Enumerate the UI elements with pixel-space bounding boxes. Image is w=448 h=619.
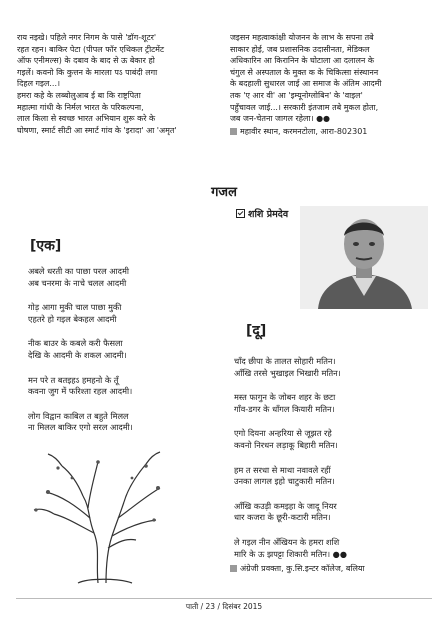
- text-line: कवना जुग में फरिश्ता रहल आदमी।: [28, 386, 133, 397]
- author-byline: [236, 207, 288, 220]
- text-line: अधिकारिन आ किरानिन के घोटाला आ दलालन के: [230, 56, 375, 66]
- couplet: [234, 501, 347, 524]
- text-line: के बदहाली सुधारल जाई आ समाज के अंतिम आदमी: [230, 79, 382, 89]
- text-line: नीक बाउर के कबले करी फैसला: [28, 338, 123, 349]
- text-line: राय नइखे। पहिले नगर निगम के पासे 'डॉग-शूटर': [17, 33, 157, 42]
- text-line: गोड़ आगा मुकी चाल पाछा मुकी: [28, 302, 122, 313]
- text-line: मारि के ऊ झपट्टा शिकारी मतिन।: [234, 548, 331, 559]
- text-line: चाँद छीपा के तालत सोहारी मतिन।: [234, 356, 336, 366]
- end-mark: ●●: [330, 548, 347, 559]
- page-footer: पाती / 23 / दिसंबर 2015: [185, 602, 263, 611]
- text-line: आँखि तरसे भुखाइल भिखारी मतिन।: [234, 367, 341, 378]
- text-line: चंगुल से अस्पताल के मुक्त क के चिकित्सा संस्थानन: [230, 67, 379, 77]
- text-line: धार कजरा के छूरी-कटारी मतिन।: [234, 512, 331, 523]
- page-title: गजल: [211, 185, 237, 200]
- author-photo: [300, 206, 428, 309]
- end-mark: ●●: [313, 114, 331, 124]
- text-line: महात्मा गांधी के निर्मल भारत के परिकल्पना,: [17, 102, 144, 112]
- text-line: देखि के आदमी के शकल आदमी।: [28, 349, 127, 360]
- text-line: जइसन महत्वाकांक्षी योजनन के लाभ के सपना तबे: [230, 33, 374, 42]
- author-address: महावीर स्थान, करमनटोला, आरा-802301: [230, 126, 430, 138]
- text-line: दिहल गइल...।: [17, 79, 61, 89]
- footer-divider: [16, 598, 432, 599]
- couplet: [28, 338, 133, 361]
- author-affiliation: अंग्रेजी प्रवक्ता, कु.सि.इन्टर कॉलेज, बलिया: [230, 563, 365, 574]
- couplet: [28, 302, 133, 325]
- text-line: उनका लागल इहो चाटुकारी मतिन।: [234, 476, 335, 487]
- text-line: मन परे त बतइहऽ हमहनो के तूँ: [28, 374, 119, 385]
- text-line: लाल किला से स्वच्छ भारत अभियान शुरू करे के: [17, 114, 156, 124]
- text-line-with-mark: [234, 549, 347, 561]
- section-heading-one: [एक]: [30, 238, 62, 254]
- ghazal-one: [28, 266, 133, 447]
- checkbox-icon: [236, 209, 245, 218]
- text-line: घोषणा, स्मार्ट सीटी आ स्मार्ट गांव के 'इरादा' आ 'अमृत': [17, 125, 177, 135]
- text-line: पहुँचावल जाई...। सरकारी इंतजाम तबे मुकल होता,: [230, 102, 379, 112]
- text-line: तक 'ए आर वी' आ 'इम्यूनोग्लोबिन' के 'वाइल': [230, 90, 363, 100]
- article-continuation-left: [17, 32, 217, 136]
- text-line: लोग विद्वान काबिल त बहुते मिलल: [28, 410, 129, 421]
- tree-illustration: [28, 448, 178, 588]
- text-line: जब जन-चेतना जागल रहेला।: [230, 114, 314, 124]
- text-line: कवनो निरधन लड़ाकू बिहारी मतिन।: [234, 439, 338, 450]
- couplet: [234, 465, 347, 488]
- text-line: अब चनरमा के नाचे चलल आदमी: [28, 277, 127, 288]
- ghazal-two: [234, 356, 347, 573]
- article-right-text: [230, 32, 430, 125]
- couplet: [28, 375, 133, 398]
- couplet: [234, 392, 347, 415]
- couplet: [28, 266, 133, 289]
- text-line: हम त सरधा से माथा नवावले रहीं: [234, 464, 331, 475]
- text-line: मस्त फागुन के जोबन शहर के छटा: [234, 392, 336, 403]
- couplet: [28, 411, 133, 434]
- couplet: [234, 356, 347, 379]
- article-continuation-right: [230, 32, 430, 137]
- text-line: एगो दियना अन्हरिया से जूझत रहे: [234, 428, 332, 439]
- square-bullet-icon: [230, 128, 237, 135]
- text-line: आँखि कउड़ी कमइहा के जादू नियर: [234, 500, 337, 511]
- text-line: रहत रहन। बाकिर पेटा (पीपल फॉर एथिकल ट्रीटमेंट: [17, 44, 164, 54]
- author-name: शशि प्रेमदेव: [248, 209, 289, 220]
- text-line: एहतरे हो गइल बेकहल आदमी: [28, 313, 117, 324]
- text-line: ऑफ एनीमल्स) के दबाव के बाद से ऊ बेकार हो: [17, 56, 155, 66]
- text-line: साकार होई, जब प्रशासनिक उदासीनता, मेडिकल: [230, 44, 370, 54]
- section-heading-two: [दू]: [246, 323, 267, 339]
- square-bullet-icon: [230, 565, 237, 572]
- text-line: हमरा कहे के लब्बोलुआब ई बा कि राष्ट्रपिता: [17, 90, 141, 100]
- text-line: गाँव-डगर के धाँगल कियारी मतिन।: [234, 403, 335, 414]
- portrait-image: [300, 206, 428, 309]
- text-line: अबले धरती का पाछा परल आदमी: [28, 266, 129, 276]
- text-line: ना मिलल बाकिर एगो सरल आदमी।: [28, 422, 133, 433]
- couplet: [234, 537, 347, 560]
- text-line-with-mark: [230, 113, 430, 125]
- text-line: गइलें। कवनो कि कुत्तन के मारला पऽ पाबंदी लगा: [17, 67, 158, 77]
- couplet: [234, 428, 347, 451]
- text-line: ले गइल नीन अँखियन के हमरा शशि: [234, 536, 340, 547]
